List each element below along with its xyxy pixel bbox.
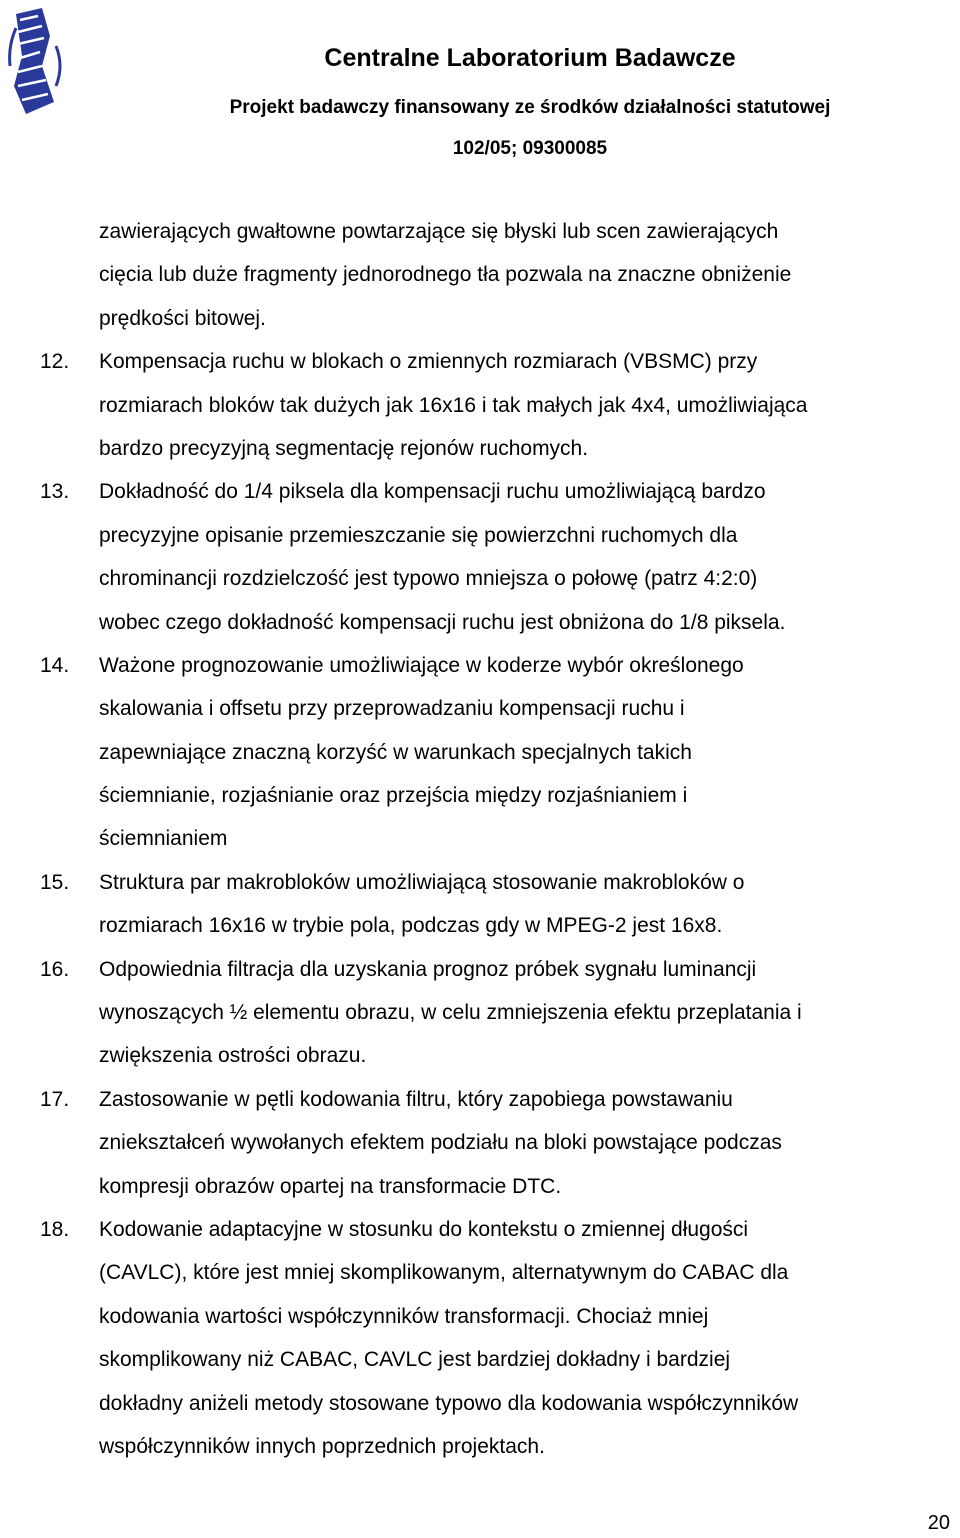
text-line (0, 904, 960, 947)
text-line (0, 514, 960, 557)
list-item-text: Kodowanie adaptacyjne w stosunku do kontekstu o zmiennej długości (99, 1217, 749, 1241)
list-item-text: precyzyjne opisanie przemieszczanie się powierzchni ruchomych dla (99, 523, 738, 547)
text-line (0, 297, 960, 340)
text-line (0, 774, 960, 817)
list-item-text: zniekształceń wywołanych efektem podziału na bloki powstające podczas (99, 1131, 782, 1155)
page-number: 20 (927, 1512, 950, 1534)
list-item-text: wynoszących ½ elementu obrazu, w celu zmniejszenia efektu przeplatania i (99, 1001, 802, 1025)
text-line (0, 731, 960, 774)
text-line (0, 340, 960, 383)
list-item-text: Dokładność do 1/4 piksela dla kompensacji ruchu umożliwiającą bardzo (99, 480, 766, 504)
project-number: 102/05; 09300085 (452, 138, 608, 159)
list-item-text: ściemnianie, rozjaśnianie oraz przejścia między rozjaśnianiem i (99, 784, 688, 808)
text-line (0, 948, 960, 991)
text-line (0, 384, 960, 427)
list-item-text: skalowania i offsetu przy przeprowadzaniu kompensacji ruchu i (99, 697, 685, 721)
document-body (0, 210, 960, 1468)
text-line (0, 1208, 960, 1251)
list-item-text: wobec czego dokładność kompensacji ruchu jest obniżona do 1/8 piksela. (99, 610, 786, 634)
institution-logo (6, 6, 66, 118)
list-item-text: zapewniające znaczną korzyść w warunkach specjalnych takich (99, 740, 692, 764)
text-line (0, 991, 960, 1034)
list-item-text: Kompensacja ruchu w blokach o zmiennych rozmiarach (VBSMC) przy (99, 350, 758, 374)
list-item-number: 13. (40, 480, 70, 504)
header-subtitle: Projekt badawczy finansowany ze środków działalności statutowej (229, 97, 831, 118)
list-item-text: bardzo precyzyjną segmentację rejonów ruchomych. (99, 436, 589, 460)
list-item-number: 18. (40, 1217, 70, 1241)
list-item-text: dokładny aniżeli metody stosowane typowo dla kodowania współczynników (99, 1391, 799, 1415)
list-item-text: kompresji obrazów opartej na transformacie DTC. (99, 1174, 562, 1198)
text-line (0, 1034, 960, 1077)
list-item-text: (CAVLC), które jest mniej skomplikowanym, alternatywnym do CABAC dla (99, 1261, 789, 1285)
text-line (0, 427, 960, 470)
text-line (0, 644, 960, 687)
list-item-text: cięcia lub duże fragmenty jednorodnego tła pozwala na znaczne obniżenie (99, 263, 792, 287)
text-line (0, 1121, 960, 1164)
list-item-text: ściemnianiem (99, 827, 228, 851)
text-line (0, 1251, 960, 1294)
text-line (0, 1338, 960, 1381)
text-line (0, 470, 960, 513)
list-item-text: Ważone prognozowanie umożliwiające w koderze wybór określonego (99, 653, 744, 677)
list-item-text: zawierających gwałtowne powtarzające się błyski lub scen zawierających (99, 220, 779, 243)
text-line (0, 601, 960, 644)
text-line (0, 1165, 960, 1208)
list-item-text: kodowania wartości współczynników transformacji. Chociaż mniej (99, 1304, 709, 1328)
list-item-text: rozmiarach 16x16 w trybie pola, podczas gdy w MPEG-2 jest 16x8. (99, 914, 723, 938)
list-item-text: prędkości bitowej. (99, 306, 266, 330)
list-item-number: 15. (40, 870, 70, 894)
text-line (0, 687, 960, 730)
header-title: Centralne Laboratorium Badawcze (324, 44, 736, 72)
list-item-text: Struktura par makrobloków umożliwiającą stosowanie makrobloków o (99, 870, 745, 894)
list-item-number: 16. (40, 957, 70, 981)
list-item-text: rozmiarach bloków tak dużych jak 16x16 i tak małych jak 4x4, umożliwiająca (99, 393, 808, 417)
list-item-text: Odpowiednia filtracja dla uzyskania prognoz próbek sygnału luminancji (99, 957, 757, 981)
text-line (0, 557, 960, 600)
text-line (0, 253, 960, 296)
text-line (0, 1382, 960, 1425)
list-item-number: 17. (40, 1087, 70, 1111)
list-item-text: współczynników innych poprzednich projektach. (99, 1434, 545, 1458)
text-line (0, 1425, 960, 1468)
text-line (0, 210, 960, 253)
list-item-text: chrominancji rozdzielczość jest typowo mniejsza o połowę (patrz 4:2:0) (99, 567, 758, 591)
list-item-text: Zastosowanie w pętli kodowania filtru, który zapobiega powstawaniu (99, 1087, 733, 1111)
list-item-number: 14. (40, 653, 70, 677)
list-item-text: skomplikowany niż CABAC, CAVLC jest bardziej dokładny i bardziej (99, 1348, 731, 1372)
text-line (0, 817, 960, 860)
text-line (0, 1078, 960, 1121)
text-line (0, 861, 960, 904)
list-item-text: zwiększenia ostrości obrazu. (99, 1044, 367, 1068)
list-item-number: 12. (40, 350, 70, 374)
text-line (0, 1295, 960, 1338)
